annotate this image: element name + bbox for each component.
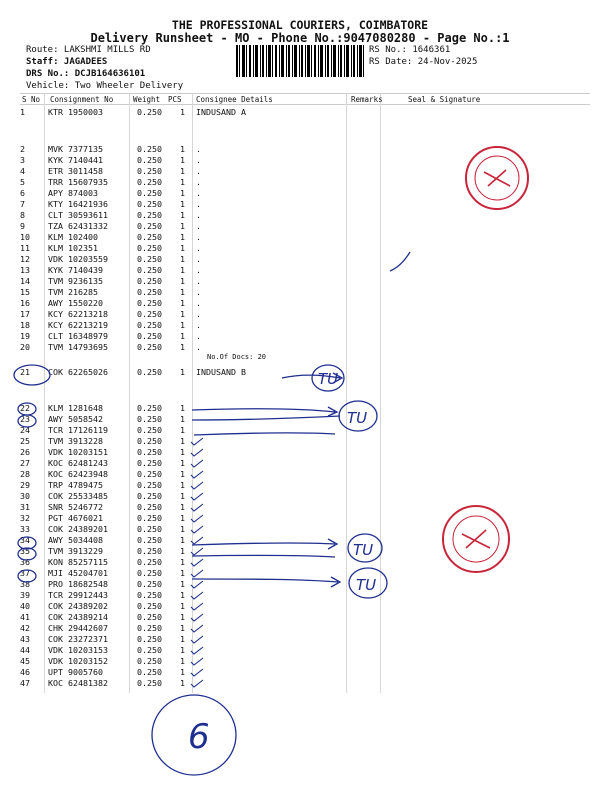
row-consignment: COK 62265026 <box>48 367 108 377</box>
row-sno: 4 <box>20 166 25 176</box>
row-sno: 47 <box>20 678 30 688</box>
row-details: . <box>196 155 201 165</box>
row-sno: 24 <box>20 425 30 435</box>
table-row <box>0 678 600 689</box>
row-weight: 0.250 <box>137 535 162 545</box>
row-weight: 0.250 <box>137 667 162 677</box>
vehicle-label: Vehicle: Two Wheeler Delivery <box>26 81 184 91</box>
row-sno: 46 <box>20 667 30 677</box>
row-pcs: 1 <box>180 535 185 545</box>
row-pcs: 1 <box>180 513 185 523</box>
row-weight: 0.250 <box>137 155 162 165</box>
table-row <box>0 243 600 254</box>
table-row <box>0 144 600 155</box>
row-sno: 31 <box>20 502 30 512</box>
row-weight: 0.250 <box>137 458 162 468</box>
row-consignment: CLT 16348979 <box>48 331 108 341</box>
row-weight: 0.250 <box>137 601 162 611</box>
row-pcs: 1 <box>180 199 185 209</box>
row-weight: 0.250 <box>137 480 162 490</box>
table-row <box>0 579 600 590</box>
row-sno: 27 <box>20 458 30 468</box>
row-consignment: AWY 1550220 <box>48 298 103 308</box>
row-pcs: 1 <box>180 309 185 319</box>
table-row <box>0 513 600 524</box>
row-sno: 2 <box>20 144 25 154</box>
row-pcs: 1 <box>180 403 185 413</box>
row-details: . <box>196 166 201 176</box>
count-mark: 6 <box>188 717 210 757</box>
row-consignment: APY 874003 <box>48 188 98 198</box>
table-row <box>0 265 600 276</box>
table-row <box>0 645 600 656</box>
row-details: . <box>196 320 201 330</box>
staff-label: Staff: JAGADEES <box>26 57 108 67</box>
table-row <box>0 414 600 425</box>
row-sno: 12 <box>20 254 30 264</box>
initials-mark: TU <box>356 576 377 594</box>
row-weight: 0.250 <box>137 254 162 264</box>
row-weight: 0.250 <box>137 309 162 319</box>
row-weight: 0.250 <box>137 367 162 377</box>
row-consignment: TVM 3913229 <box>48 546 103 556</box>
row-weight: 0.250 <box>137 447 162 457</box>
column-header-remarks: Remarks <box>351 95 383 104</box>
row-sno: 40 <box>20 601 30 611</box>
row-consignment: CLT 30593611 <box>48 210 108 220</box>
row-pcs: 1 <box>180 590 185 600</box>
table-row <box>0 221 600 232</box>
row-consignment: AWY 5058542 <box>48 414 103 424</box>
row-weight: 0.250 <box>137 557 162 567</box>
row-weight: 0.250 <box>137 656 162 666</box>
row-consignment: TVM 14793695 <box>48 342 108 352</box>
row-weight: 0.250 <box>137 276 162 286</box>
row-weight: 0.250 <box>137 524 162 534</box>
row-consignment: KON 85257115 <box>48 557 108 567</box>
row-pcs: 1 <box>180 458 185 468</box>
row-pcs: 1 <box>180 287 185 297</box>
row-pcs: 1 <box>180 623 185 633</box>
column-header-sno: S No <box>22 95 41 104</box>
table-row <box>0 568 600 579</box>
initials-mark: TU <box>353 541 374 559</box>
row-weight: 0.250 <box>137 320 162 330</box>
row-consignment: MVK 7377135 <box>48 144 103 154</box>
column-header-consignment: Consignment No <box>50 95 114 104</box>
row-weight: 0.250 <box>137 287 162 297</box>
table-row <box>0 199 600 210</box>
row-pcs: 1 <box>180 436 185 446</box>
row-pcs: 1 <box>180 210 185 220</box>
column-header-pcs: PCS <box>168 95 182 104</box>
row-consignment: KTY 16421936 <box>48 199 108 209</box>
row-consignment: AWY 5034408 <box>48 535 103 545</box>
row-weight: 0.250 <box>137 403 162 413</box>
row-consignment: UPT 9005760 <box>48 667 103 677</box>
row-details: . <box>196 331 201 341</box>
row-pcs: 1 <box>180 221 185 231</box>
row-details: . <box>196 298 201 308</box>
row-pcs: 1 <box>180 634 185 644</box>
row-pcs: 1 <box>180 107 185 117</box>
row-weight: 0.250 <box>137 678 162 688</box>
row-sno: 10 <box>20 232 30 242</box>
table-row <box>0 590 600 601</box>
row-weight: 0.250 <box>137 166 162 176</box>
table-row <box>0 480 600 491</box>
table-row <box>0 524 600 535</box>
row-sno: 32 <box>20 513 30 523</box>
row-consignment: TVM 9236135 <box>48 276 103 286</box>
row-consignment: KOC 62423948 <box>48 469 108 479</box>
row-details: . <box>196 276 201 286</box>
table-row <box>0 601 600 612</box>
row-details: . <box>196 199 201 209</box>
rs-date: RS Date: 24-Nov-2025 <box>369 57 478 67</box>
row-pcs: 1 <box>180 298 185 308</box>
column-header-weight: Weight <box>133 95 161 104</box>
runsheet-subtitle: Delivery Runsheet - MO - Phone No.:9047080280 - Page No.:1 <box>90 31 510 45</box>
row-weight: 0.250 <box>137 144 162 154</box>
row-consignment: VDK 10203152 <box>48 656 108 666</box>
row-pcs: 1 <box>180 265 185 275</box>
row-consignment: VDK 10203153 <box>48 645 108 655</box>
row-weight: 0.250 <box>137 342 162 352</box>
row-sno: 41 <box>20 612 30 622</box>
table-row <box>0 331 600 342</box>
row-sno: 39 <box>20 590 30 600</box>
row-weight: 0.250 <box>137 188 162 198</box>
row-consignment: KYK 7140441 <box>48 155 103 165</box>
row-pcs: 1 <box>180 447 185 457</box>
table-row <box>0 210 600 221</box>
row-consignment: TCR 29912443 <box>48 590 108 600</box>
row-consignment: KLM 102400 <box>48 232 98 242</box>
row-details: . <box>196 144 201 154</box>
row-weight: 0.250 <box>137 623 162 633</box>
row-weight: 0.250 <box>137 265 162 275</box>
table-row <box>0 557 600 568</box>
row-weight: 0.250 <box>137 107 162 117</box>
row-weight: 0.250 <box>137 645 162 655</box>
row-sno: 19 <box>20 331 30 341</box>
row-weight: 0.250 <box>137 513 162 523</box>
row-sno: 33 <box>20 524 30 534</box>
doc-count: No.Of Docs: 20 <box>207 353 267 361</box>
row-pcs: 1 <box>180 645 185 655</box>
table-row <box>0 634 600 645</box>
row-pcs: 1 <box>180 232 185 242</box>
row-consignment: PGT 4676021 <box>48 513 103 523</box>
row-details: . <box>196 243 201 253</box>
row-pcs: 1 <box>180 480 185 490</box>
row-sno: 1 <box>20 107 25 117</box>
table-row <box>0 320 600 331</box>
row-consignment: TVM 216285 <box>48 287 98 297</box>
row-sno: 8 <box>20 210 25 220</box>
row-weight: 0.250 <box>137 590 162 600</box>
row-consignment: COK 23272371 <box>48 634 108 644</box>
table-row <box>0 298 600 309</box>
table-row <box>0 469 600 480</box>
row-pcs: 1 <box>180 320 185 330</box>
row-pcs: 1 <box>180 491 185 501</box>
row-sno: 29 <box>20 480 30 490</box>
row-consignment: KYK 7140439 <box>48 265 103 275</box>
row-weight: 0.250 <box>137 579 162 589</box>
row-sno: 7 <box>20 199 25 209</box>
row-pcs: 1 <box>180 276 185 286</box>
row-consignment: KCY 62213219 <box>48 320 108 330</box>
row-details: INDUSAND B <box>196 367 246 377</box>
row-weight: 0.250 <box>137 568 162 578</box>
table-row <box>0 436 600 447</box>
row-sno: 45 <box>20 656 30 666</box>
row-details: . <box>196 210 201 220</box>
row-details: . <box>196 177 201 187</box>
table-row <box>0 107 600 118</box>
row-pcs: 1 <box>180 656 185 666</box>
initials-mark: TU <box>347 409 368 427</box>
row-sno: 42 <box>20 623 30 633</box>
row-sno: 28 <box>20 469 30 479</box>
row-consignment: COK 24389201 <box>48 524 108 534</box>
row-consignment: TVM 3913228 <box>48 436 103 446</box>
row-consignment: MJI 45204701 <box>48 568 108 578</box>
row-consignment: KLM 1281648 <box>48 403 103 413</box>
row-sno: 44 <box>20 645 30 655</box>
row-details: . <box>196 342 201 352</box>
row-pcs: 1 <box>180 144 185 154</box>
row-consignment: COK 24389202 <box>48 601 108 611</box>
row-weight: 0.250 <box>137 232 162 242</box>
row-details: . <box>196 221 201 231</box>
row-consignment: SNR 5246772 <box>48 502 103 512</box>
table-row <box>0 667 600 678</box>
row-sno: 6 <box>20 188 25 198</box>
row-details: . <box>196 265 201 275</box>
table-row <box>0 367 600 378</box>
column-header-details: Consignee Details <box>196 95 273 104</box>
table-row <box>0 403 600 414</box>
row-weight: 0.250 <box>137 425 162 435</box>
row-sno: 35 <box>20 546 30 556</box>
table-row <box>0 546 600 557</box>
table-row <box>0 254 600 265</box>
table-row <box>0 612 600 623</box>
row-pcs: 1 <box>180 601 185 611</box>
row-consignment: CHK 29442607 <box>48 623 108 633</box>
row-weight: 0.250 <box>137 502 162 512</box>
row-consignment: COK 24389214 <box>48 612 108 622</box>
row-pcs: 1 <box>180 254 185 264</box>
row-sno: 37 <box>20 568 30 578</box>
row-pcs: 1 <box>180 414 185 424</box>
row-pcs: 1 <box>180 524 185 534</box>
row-pcs: 1 <box>180 502 185 512</box>
row-sno: 5 <box>20 177 25 187</box>
row-weight: 0.250 <box>137 491 162 501</box>
row-pcs: 1 <box>180 177 185 187</box>
row-consignment: VDK 10203151 <box>48 447 108 457</box>
row-weight: 0.250 <box>137 221 162 231</box>
row-sno: 15 <box>20 287 30 297</box>
row-weight: 0.250 <box>137 243 162 253</box>
row-pcs: 1 <box>180 612 185 622</box>
row-sno: 11 <box>20 243 30 253</box>
row-sno: 21 <box>20 367 30 377</box>
row-pcs: 1 <box>180 342 185 352</box>
row-weight: 0.250 <box>137 436 162 446</box>
circle-mark <box>152 695 236 775</box>
row-sno: 43 <box>20 634 30 644</box>
row-weight: 0.250 <box>137 414 162 424</box>
row-consignment: TRP 4789475 <box>48 480 103 490</box>
table-row <box>0 491 600 502</box>
row-sno: 23 <box>20 414 30 424</box>
column-header-seal: Seal & Signature <box>408 95 481 104</box>
table-row <box>0 177 600 188</box>
row-details: . <box>196 254 201 264</box>
row-consignment: KTR 1950003 <box>48 107 103 117</box>
row-pcs: 1 <box>180 579 185 589</box>
row-pcs: 1 <box>180 557 185 567</box>
row-weight: 0.250 <box>137 199 162 209</box>
row-details: . <box>196 309 201 319</box>
row-weight: 0.250 <box>137 634 162 644</box>
row-sno: 16 <box>20 298 30 308</box>
row-sno: 3 <box>20 155 25 165</box>
table-top-rule <box>20 93 590 94</box>
row-consignment: TRR 15607935 <box>48 177 108 187</box>
initials-mark: TU <box>318 370 339 388</box>
row-consignment: KOC 62481243 <box>48 458 108 468</box>
row-pcs: 1 <box>180 667 185 677</box>
row-pcs: 1 <box>180 155 185 165</box>
row-weight: 0.250 <box>137 546 162 556</box>
row-consignment: KCY 62213218 <box>48 309 108 319</box>
barcode-icon <box>236 45 364 77</box>
row-consignment: TCR 17126119 <box>48 425 108 435</box>
table-row <box>0 458 600 469</box>
row-sno: 34 <box>20 535 30 545</box>
row-sno: 22 <box>20 403 30 413</box>
table-header-rule <box>20 104 590 105</box>
row-sno: 14 <box>20 276 30 286</box>
table-row <box>0 309 600 320</box>
row-weight: 0.250 <box>137 469 162 479</box>
row-weight: 0.250 <box>137 210 162 220</box>
table-row <box>0 623 600 634</box>
table-row <box>0 166 600 177</box>
row-consignment: TZA 62431332 <box>48 221 108 231</box>
row-sno: 36 <box>20 557 30 567</box>
route-label: Route: LAKSHMI MILLS RD <box>26 45 151 55</box>
table-row <box>0 188 600 199</box>
row-details: . <box>196 188 201 198</box>
row-pcs: 1 <box>180 188 185 198</box>
row-weight: 0.250 <box>137 331 162 341</box>
row-sno: 13 <box>20 265 30 275</box>
rs-number: RS No.: 1646361 <box>369 45 451 55</box>
row-consignment: KLM 102351 <box>48 243 98 253</box>
row-pcs: 1 <box>180 166 185 176</box>
table-row <box>0 535 600 546</box>
table-row <box>0 155 600 166</box>
table-row <box>0 425 600 436</box>
table-row <box>0 287 600 298</box>
company-title: THE PROFESSIONAL COURIERS, COIMBATORE <box>171 18 429 32</box>
table-row <box>0 656 600 667</box>
row-details: . <box>196 232 201 242</box>
row-pcs: 1 <box>180 331 185 341</box>
row-weight: 0.250 <box>137 298 162 308</box>
row-details: . <box>196 287 201 297</box>
row-consignment: PRO 18682548 <box>48 579 108 589</box>
row-pcs: 1 <box>180 367 185 377</box>
row-pcs: 1 <box>180 568 185 578</box>
row-weight: 0.250 <box>137 612 162 622</box>
table-row <box>0 276 600 287</box>
row-sno: 17 <box>20 309 30 319</box>
row-pcs: 1 <box>180 546 185 556</box>
row-sno: 38 <box>20 579 30 589</box>
row-pcs: 1 <box>180 425 185 435</box>
row-pcs: 1 <box>180 469 185 479</box>
row-sno: 9 <box>20 221 25 231</box>
row-sno: 25 <box>20 436 30 446</box>
row-details: INDUSAND A <box>196 107 246 117</box>
table-row <box>0 502 600 513</box>
table-row <box>0 232 600 243</box>
row-sno: 20 <box>20 342 30 352</box>
row-consignment: ETR 3011458 <box>48 166 103 176</box>
row-consignment: KOC 62481382 <box>48 678 108 688</box>
row-sno: 18 <box>20 320 30 330</box>
drs-label: DRS No.: DCJB164636101 <box>26 69 146 79</box>
row-pcs: 1 <box>180 678 185 688</box>
row-consignment: VDK 10203559 <box>48 254 108 264</box>
table-row <box>0 342 600 353</box>
row-consignment: COK 25533485 <box>48 491 108 501</box>
row-sno: 26 <box>20 447 30 457</box>
row-pcs: 1 <box>180 243 185 253</box>
row-sno: 30 <box>20 491 30 501</box>
table-row <box>0 447 600 458</box>
row-weight: 0.250 <box>137 177 162 187</box>
